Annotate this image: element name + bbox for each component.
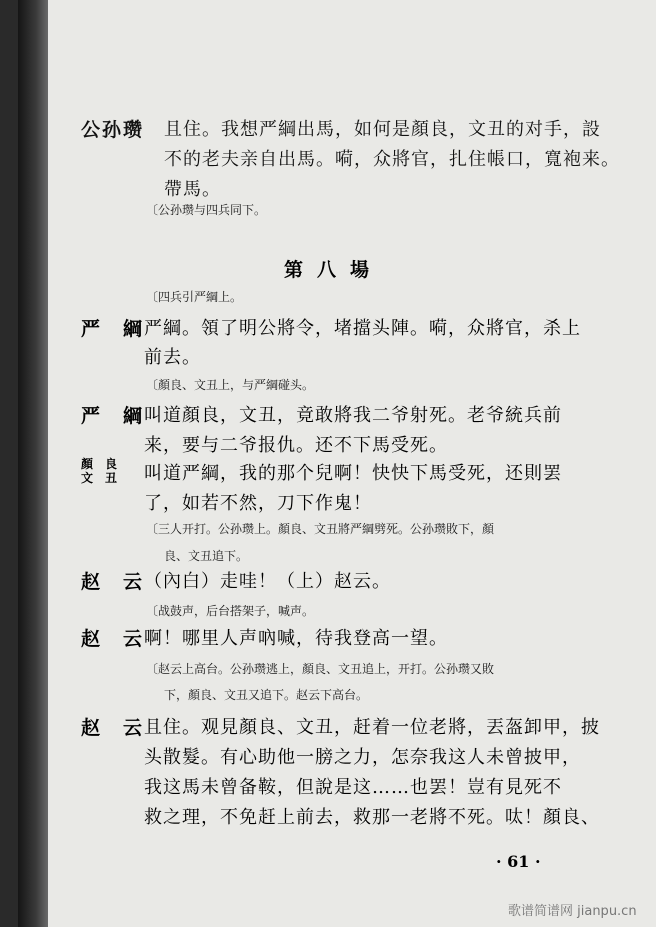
dialogue-line: 不的老夫亲自出馬。嗬，众將官，扎住帳口，寬袍来。 bbox=[164, 149, 620, 170]
dialogue-line: 了，如若不然，刀下作鬼！ bbox=[144, 493, 372, 514]
dialogue-line: 啊！哪里人声吶喊，待我登高一望。 bbox=[144, 628, 448, 649]
dialogue-line: 救之理，不免赶上前去，救那一老將不死。呔！顏良、 bbox=[144, 807, 600, 828]
speaker-name: 严 綱 bbox=[81, 405, 145, 427]
speaker-name: 严 綱 bbox=[81, 318, 145, 340]
dialogue-line: 且住。观見顏良、文丑，赶着一位老將，丟盔卸甲，披 bbox=[144, 717, 600, 738]
stage-direction: 下，顏良、文丑又追下。赵云下高台。 bbox=[164, 688, 369, 702]
stage-direction: 良、文丑追下。 bbox=[164, 549, 249, 563]
stage-direction: 〔公孙瓒与四兵同下。 bbox=[146, 203, 267, 217]
speaker-name: 顏 良 bbox=[81, 457, 118, 471]
speaker-name: 公孙瓒 bbox=[81, 119, 145, 141]
speaker-name: 赵 云 bbox=[81, 717, 145, 739]
dialogue-line: 叫道严綱，我的那个兒啊！快快下馬受死，还則罢 bbox=[144, 463, 562, 484]
stage-direction: 〔三人开打。公孙瓒上。顏良、文丑將严綱劈死。公孙瓒敗下，顏 bbox=[146, 522, 495, 536]
dialogue-line: 叫道顏良，文丑，竟敢將我二爷射死。老爷統兵前 bbox=[144, 405, 562, 426]
speaker-name: 赵 云 bbox=[81, 628, 145, 650]
dialogue-line: 前去。 bbox=[144, 347, 201, 368]
book-page bbox=[18, 0, 656, 927]
page-number: · 61 · bbox=[496, 852, 541, 871]
scene-heading: 第八場 bbox=[284, 259, 384, 281]
dialogue-line: 帶馬。 bbox=[164, 179, 221, 200]
stage-direction: 〔顏良、文丑上，与严綱碰头。 bbox=[146, 378, 315, 392]
dialogue-line: 且住。我想严綱出馬，如何是顏良，文丑的对手，設 bbox=[164, 119, 601, 140]
stage-direction: 〔赵云上高台。公孙瓒逃上，顏良、文丑追上，开打。公孙瓒又敗 bbox=[146, 662, 495, 676]
watermark-text: 歌谱简谱网 jianpu.cn bbox=[508, 904, 637, 919]
stage-direction: 〔四兵引严綱上。 bbox=[146, 290, 243, 304]
dialogue-line: （內白）走哇！（上）赵云。 bbox=[144, 571, 391, 592]
dialogue-line: 头散髮。有心助他一膀之力，怎奈我这人未曾披甲， bbox=[144, 747, 581, 768]
dialogue-line: 来，要与二爷报仇。还不下馬受死。 bbox=[144, 435, 448, 456]
speaker-name: 文 丑 bbox=[81, 471, 118, 485]
dialogue-line: 我这馬未曾备鞍，但說是这……也罢！豈有見死不 bbox=[144, 777, 562, 798]
stage-direction: 〔战鼓声，后台搭架子，喊声。 bbox=[146, 604, 315, 618]
dialogue-line: 严綱。領了明公將令，堵擋头陣。嗬，众將官，杀上 bbox=[144, 318, 581, 339]
speaker-name: 赵 云 bbox=[81, 571, 145, 593]
book-binding-edge bbox=[18, 0, 48, 927]
